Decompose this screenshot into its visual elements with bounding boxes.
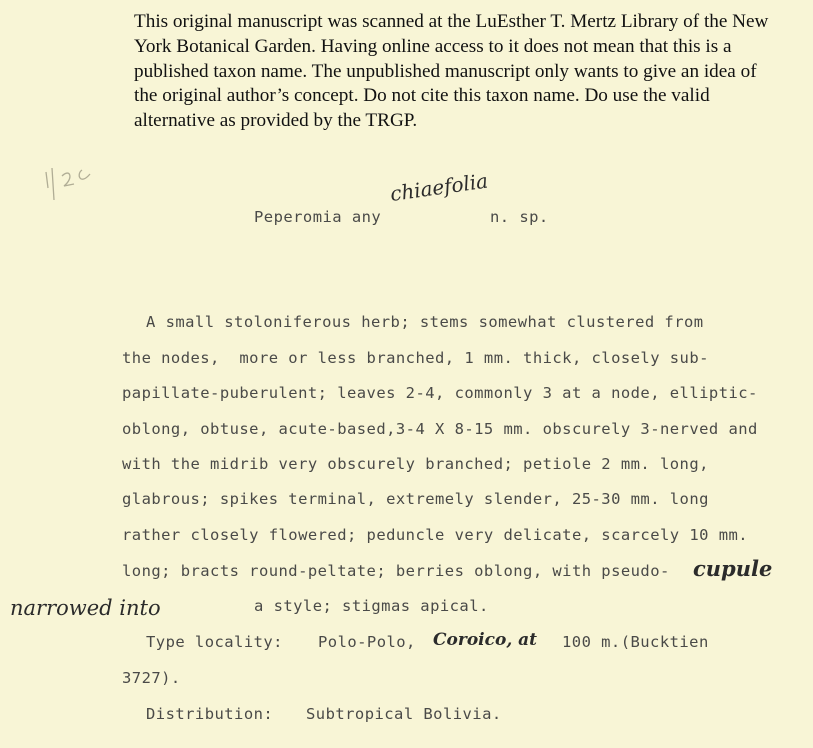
handwritten-narrowed-into: narrowed into (10, 596, 161, 620)
type-locality-label: Type locality: (146, 633, 283, 651)
title-prefix: Peperomia any (254, 208, 382, 226)
description-line-5: with the midrib very obscurely branched; petiole 2 mm. long, (122, 455, 709, 473)
description-line-2: the nodes, more or less branched, 1 mm. thick, closely sub- (122, 349, 709, 367)
description-line-7: rather closely flowered; peduncle very delicate, scarcely 10 mm. (122, 526, 749, 544)
handwritten-epithet: chiaefolia (388, 168, 490, 206)
description-line-4: oblong, obtuse, acute-based,3-4 X 8-15 mm. obscurely 3-nerved and (122, 420, 758, 438)
distribution-label: Distribution: (146, 705, 274, 723)
description-line-8: long; bracts round-peltate; berries oblong, with pseudo- (122, 562, 670, 580)
type-locality-number: 3727). (122, 669, 181, 687)
style-line: a style; stigmas apical. (254, 597, 489, 615)
handwritten-cupule: cupule (693, 556, 773, 581)
distribution-value: Subtropical Bolivia. (306, 705, 502, 723)
description-line-1: A small stoloniferous herb; stems somewhat clustered from (146, 313, 704, 331)
pencil-annotation (40, 160, 120, 220)
disclaimer-notice: This original manuscript was scanned at the LuEsther T. Mertz Library of the New York Botanical Garden. Having online access to it does not mean that this is a published taxon name. The unpublished manuscript only wants to give an idea of the original author’s concept. Do not cite this taxon name. Do use the valid alternative as provided by the TRGP. (134, 11, 769, 132)
type-locality-place: Polo-Polo, (318, 633, 416, 651)
title-suffix: n. sp. (490, 208, 549, 226)
description-line-3: papillate-puberulent; leaves 2-4, commonly 3 at a node, elliptic- (122, 384, 758, 402)
handwritten-locality: Coroico, at (433, 630, 538, 650)
description-line-6: glabrous; spikes terminal, extremely slender, 25-30 mm. long (122, 490, 709, 508)
type-locality-elevation: 100 m.(Bucktien (562, 633, 709, 651)
